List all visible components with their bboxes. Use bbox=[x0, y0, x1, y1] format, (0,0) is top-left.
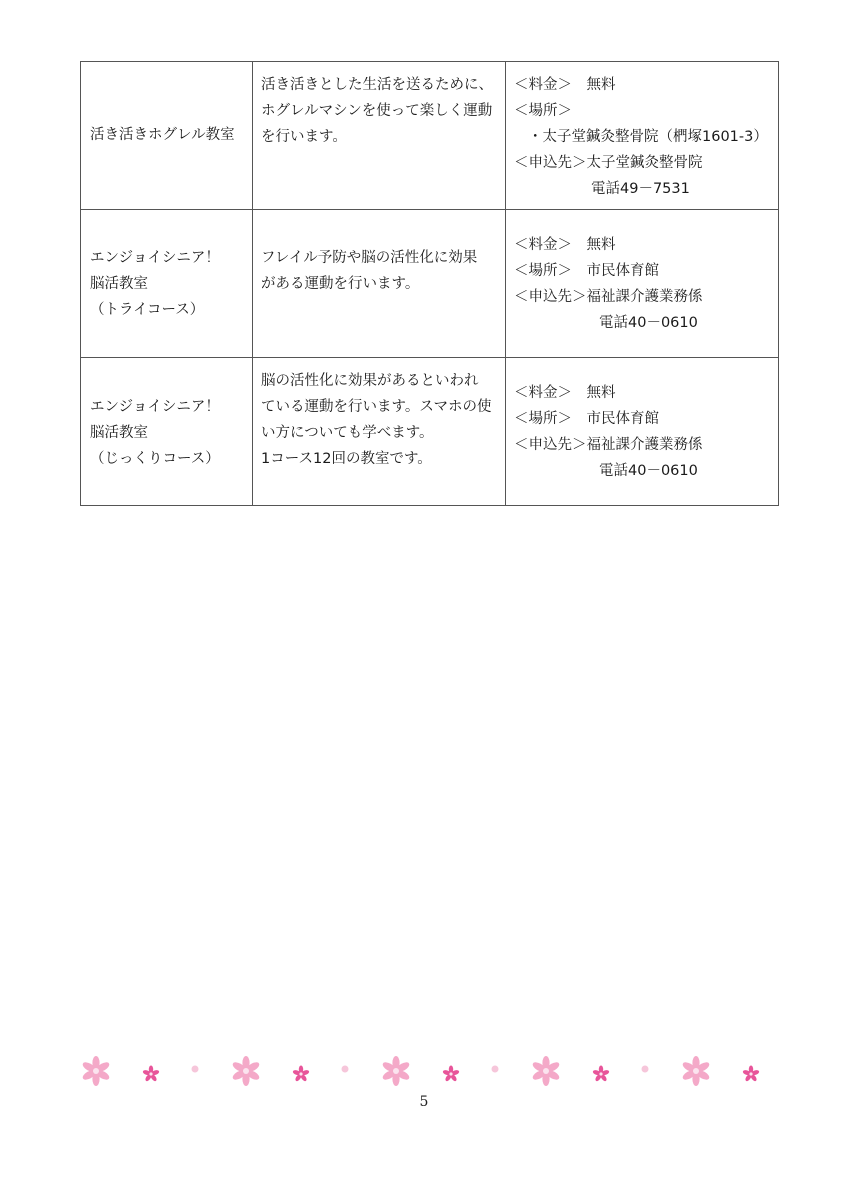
page-number: 5 bbox=[419, 1094, 429, 1110]
flower-large-icon bbox=[531, 1056, 561, 1086]
description-line: がある運動を行います。 bbox=[261, 276, 420, 292]
fee-text: ＜料金＞ 無料 bbox=[514, 77, 616, 93]
description-line: 脳の活性化に効果があるといわれ bbox=[261, 373, 479, 389]
flower-dot-icon bbox=[642, 1066, 649, 1073]
place-text: ＜場所＞ 市民体育館 bbox=[514, 263, 659, 279]
flower-large-icon bbox=[81, 1056, 111, 1086]
program-name-cell bbox=[81, 210, 253, 358]
program-info-cell bbox=[506, 358, 779, 506]
apply-text: ＜申込先＞福祉課介護業務係 bbox=[514, 289, 703, 305]
flower-small-icon bbox=[592, 1066, 610, 1083]
place-value: ・太子堂鍼灸整骨院（椚塚1601-3） bbox=[528, 129, 768, 145]
place-label: ＜場所＞ bbox=[514, 103, 572, 119]
program-name-cell bbox=[81, 358, 253, 506]
program-name: エンジョイシニア！ bbox=[90, 399, 220, 415]
program-description-cell bbox=[253, 210, 506, 358]
table-row bbox=[81, 210, 779, 358]
program-description-cell bbox=[253, 358, 506, 506]
flower-large-icon bbox=[381, 1056, 411, 1086]
program-description-cell bbox=[253, 62, 506, 210]
fee-text: ＜料金＞ 無料 bbox=[514, 385, 616, 401]
program-name: 脳活教室 bbox=[90, 425, 148, 441]
flower-small-icon bbox=[142, 1066, 160, 1083]
flower-large-icon bbox=[231, 1056, 261, 1086]
description-line: 1コース12回の教室です。 bbox=[261, 451, 432, 467]
apply-text: ＜申込先＞太子堂鍼灸整骨院 bbox=[514, 155, 703, 171]
description-line: 活き活きとした生活を送るために、 bbox=[261, 77, 493, 93]
program-name: 脳活教室 bbox=[90, 276, 148, 292]
flower-small-icon bbox=[442, 1066, 460, 1083]
program-name: （じっくりコース） bbox=[90, 451, 220, 467]
phone-number: 電話49－7531 bbox=[591, 181, 690, 197]
phone-number: 電話40－0610 bbox=[599, 315, 698, 331]
flower-small-icon bbox=[742, 1066, 760, 1083]
flower-large-icon bbox=[681, 1056, 711, 1086]
program-info-cell bbox=[506, 210, 779, 358]
description-line: フレイル予防や脳の活性化に効果 bbox=[261, 250, 478, 266]
program-table bbox=[80, 61, 779, 506]
phone-number: 電話40－0610 bbox=[599, 463, 698, 479]
program-name: エンジョイシニア！ bbox=[90, 250, 220, 266]
flower-dot-icon bbox=[492, 1066, 499, 1073]
program-name-cell bbox=[81, 62, 253, 210]
flower-small-icon bbox=[292, 1066, 310, 1083]
apply-text: ＜申込先＞福祉課介護業務係 bbox=[514, 437, 703, 453]
flower-border-icon bbox=[76, 1050, 776, 1090]
table-row bbox=[81, 62, 779, 210]
description-line: い方についても学べます。 bbox=[261, 425, 434, 441]
fee-text: ＜料金＞ 無料 bbox=[514, 237, 616, 253]
description-line: ている運動を行います。スマホの使 bbox=[261, 399, 492, 415]
flower-dot-icon bbox=[192, 1066, 199, 1073]
program-name: （トライコース） bbox=[90, 302, 205, 318]
flower-dot-icon bbox=[342, 1066, 349, 1073]
description-line: ホグレルマシンを使って楽しく運動 bbox=[261, 103, 493, 119]
description-line: を行います。 bbox=[261, 129, 347, 145]
program-name: 活き活きホグレル教室 bbox=[90, 127, 235, 143]
table-row bbox=[81, 358, 779, 506]
program-info-cell bbox=[506, 62, 779, 210]
place-text: ＜場所＞ 市民体育館 bbox=[514, 411, 659, 427]
